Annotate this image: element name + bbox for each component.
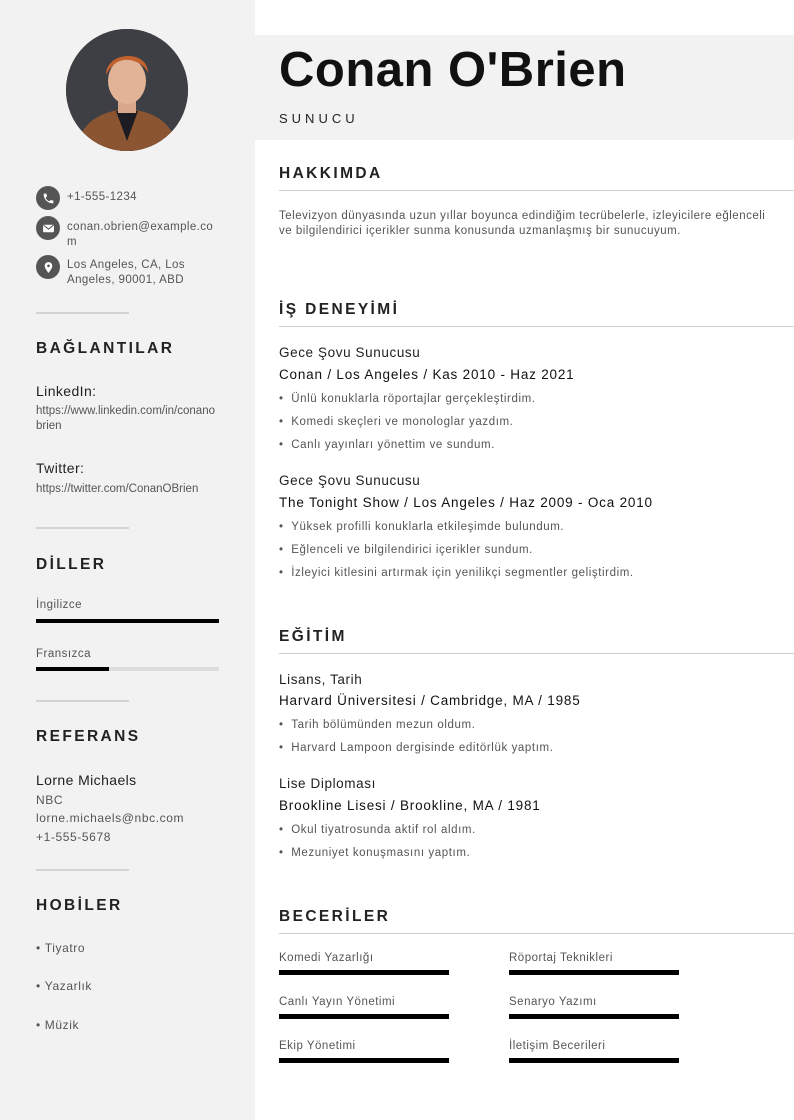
skill-name: Canlı Yayın Yönetimi — [279, 996, 396, 1008]
avatar — [66, 29, 188, 151]
education-heading: EĞİTİM — [279, 628, 347, 645]
reference-company: NBC — [36, 793, 64, 807]
education-bullet: • Harvard Lampoon dergisinde editörlük yaptım. — [279, 742, 554, 754]
school-info: Brookline Lisesi / Brookline, MA / 1981 — [279, 798, 541, 813]
reference-email[interactable]: lorne.michaels@nbc.com — [36, 811, 185, 825]
skill-level-bar — [509, 1014, 679, 1019]
education-bullet: • Tarih bölümünden mezun oldum. — [279, 719, 476, 731]
section-divider — [279, 190, 794, 191]
skill-level-fill — [509, 1014, 679, 1019]
hobby-item: • Tiyatro — [36, 941, 86, 955]
experience-heading: İŞ DENEYİMİ — [279, 301, 400, 318]
contact-email — [36, 216, 221, 250]
degree-title: Lisans, Tarih — [279, 672, 363, 687]
skill-level-fill — [279, 970, 449, 975]
portrait-image — [66, 29, 188, 151]
mail-icon — [36, 216, 60, 240]
job-title: Gece Şovu Sunucusu — [279, 345, 421, 360]
sidebar-divider — [36, 527, 129, 529]
degree-title: Lise Diploması — [279, 776, 376, 791]
phone-icon — [36, 186, 60, 210]
skill-name: İletişim Becerileri — [509, 1040, 606, 1052]
skill-name: Ekip Yönetimi — [279, 1040, 356, 1052]
email-text[interactable]: conan.obrien@example.com — [67, 221, 214, 248]
connections-heading: BAĞLANTILAR — [36, 340, 175, 357]
location-pin-icon — [36, 255, 60, 279]
section-divider — [279, 326, 794, 327]
address-text: Los Angeles, CA, Los Angeles, 90001, ABD — [67, 259, 185, 286]
hobby-item: • Yazarlık — [36, 979, 93, 993]
about-heading: HAKKIMDA — [279, 165, 383, 182]
sidebar-divider — [36, 700, 129, 702]
job-title: Gece Şovu Sunucusu — [279, 473, 421, 488]
job-bullet: • Eğlenceli ve bilgilendirici içerikler sundum. — [279, 544, 533, 556]
hobby-item: • Müzik — [36, 1018, 80, 1032]
sidebar-divider — [36, 869, 129, 871]
language-level-fill — [36, 667, 109, 671]
section-divider — [279, 653, 794, 654]
skill-name: Röportaj Teknikleri — [509, 952, 613, 964]
job-bullet: • Yüksek profilli konuklarla etkileşimde bulundum. — [279, 521, 565, 533]
job-bullet: • İzleyici kitlesini artırmak için yenilikçi segmentler geliştirdim. — [279, 567, 634, 579]
job-bullet: • Ünlü konuklarla röportajlar gerçekleştirdim. — [279, 393, 536, 405]
language-level-fill — [36, 619, 219, 623]
skill-name: Komedi Yazarlığı — [279, 952, 374, 964]
job-company: Conan / Los Angeles / Kas 2010 - Haz 2021 — [279, 367, 575, 382]
skill-name: Senaryo Yazımı — [509, 996, 597, 1008]
job-bullet: • Canlı yayınları yönettim ve sundum. — [279, 439, 496, 451]
skill-level-bar — [279, 1014, 449, 1019]
skill-level-fill — [279, 1014, 449, 1019]
hobbies-heading: HOBİLER — [36, 897, 123, 914]
sidebar-divider — [36, 312, 129, 314]
twitter-link[interactable]: https://twitter.com/ConanOBrien — [36, 483, 199, 495]
education-bullet: • Mezuniyet konuşmasını yaptım. — [279, 847, 471, 859]
contact-phone — [36, 186, 221, 210]
skill-level-fill — [509, 970, 679, 975]
language-name: Fransızca — [36, 648, 91, 660]
languages-heading: DİLLER — [36, 556, 107, 573]
skill-level-bar — [279, 970, 449, 975]
skill-level-bar — [509, 970, 679, 975]
school-info: Harvard Üniversitesi / Cambridge, MA / 1985 — [279, 693, 581, 708]
job-company: The Tonight Show / Los Angeles / Haz 2009 - Oca 2010 — [279, 495, 653, 510]
reference-phone: +1-555-5678 — [36, 830, 111, 844]
language-level-bar — [36, 619, 219, 623]
twitter-label: Twitter: — [36, 460, 85, 476]
person-name: Conan O'Brien — [279, 43, 627, 97]
skill-level-bar — [279, 1058, 449, 1063]
skills-heading: BECERİLER — [279, 908, 391, 925]
section-divider — [279, 933, 794, 934]
sidebar — [0, 0, 255, 1120]
person-role: SUNUCU — [279, 111, 359, 126]
skill-level-fill — [509, 1058, 679, 1063]
reference-heading: REFERANS — [36, 728, 141, 745]
about-text: Televizyon dünyasında uzun yıllar boyunca edindiğim tecrübelerle, izleyicilere eğlenceli ve bilgilendirici içerikler sunma konusunda uzmanlaşmış bir sunucuyum. — [279, 210, 766, 237]
phone-text: +1-555-1234 — [67, 191, 137, 203]
job-bullet: • Komedi skeçleri ve monologlar yazdım. — [279, 416, 514, 428]
contact-address — [36, 255, 221, 288]
linkedin-link[interactable]: https://www.linkedin.com/in/conanobrien — [36, 405, 215, 432]
language-name: İngilizce — [36, 599, 83, 611]
education-bullet: • Okul tiyatrosunda aktif rol aldım. — [279, 824, 476, 836]
language-level-bar — [36, 667, 219, 671]
linkedin-label: LinkedIn: — [36, 383, 97, 399]
skill-level-bar — [509, 1058, 679, 1063]
skill-level-fill — [279, 1058, 449, 1063]
reference-name: Lorne Michaels — [36, 772, 137, 788]
